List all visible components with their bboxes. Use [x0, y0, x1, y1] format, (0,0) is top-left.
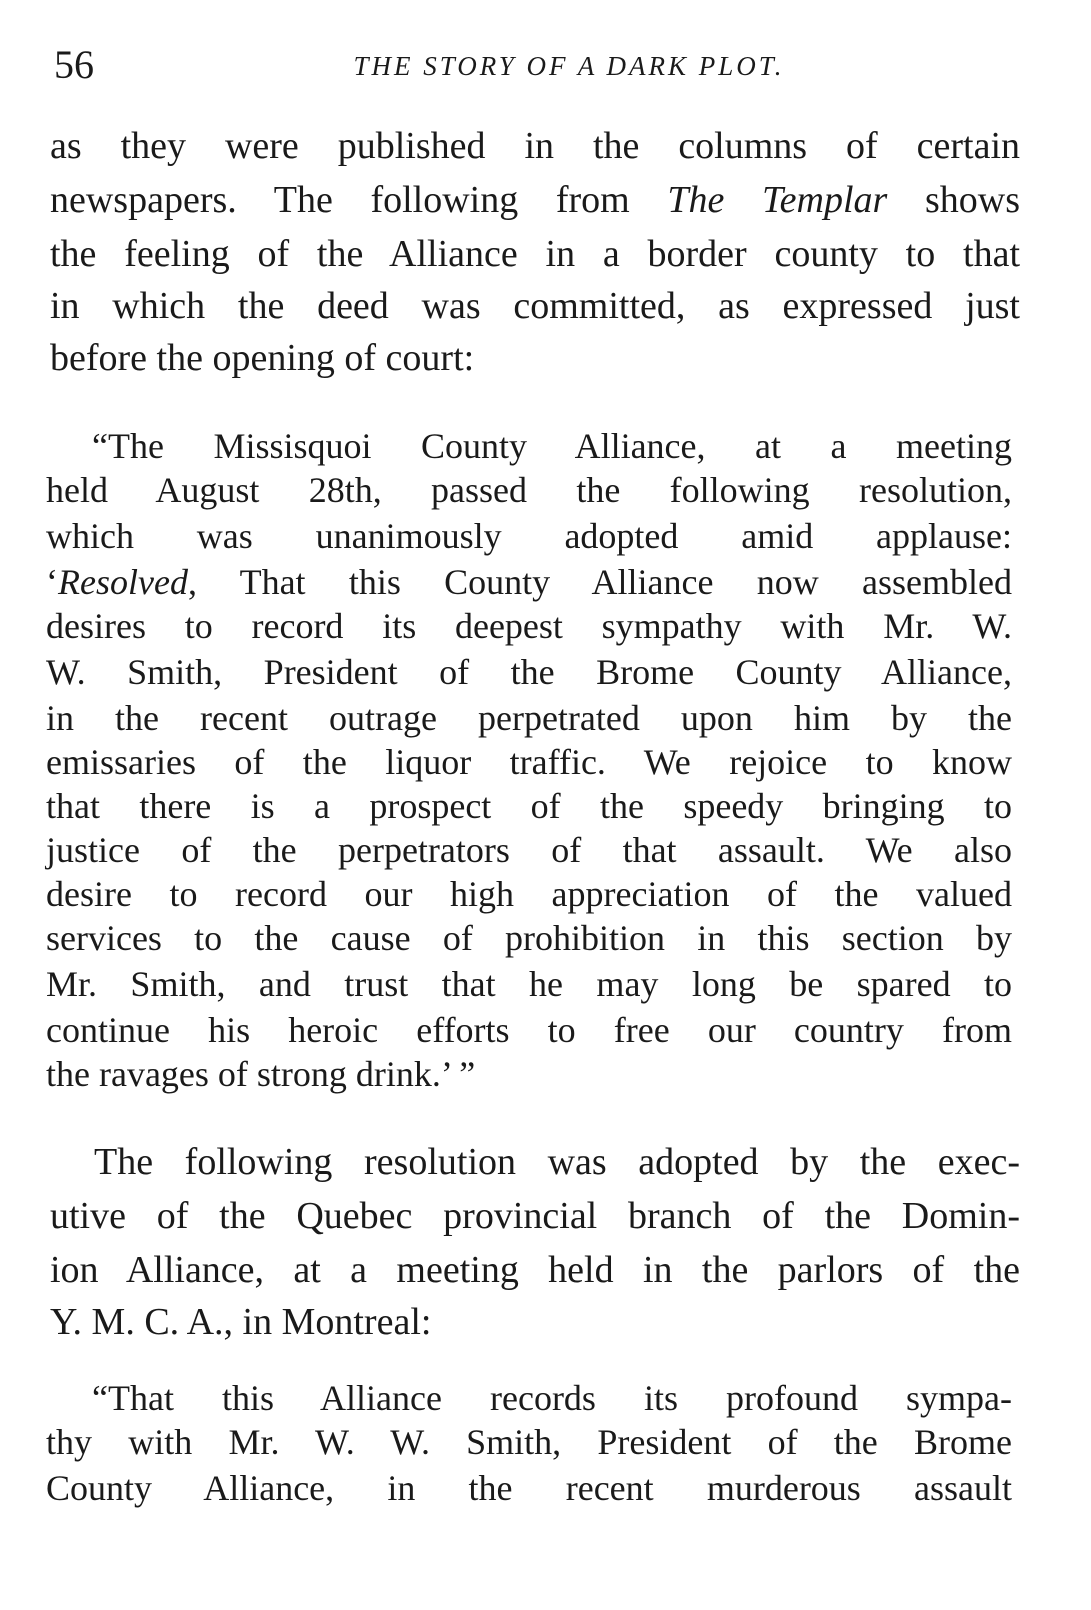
quote-line: desire to record our high appreciation of the valued — [46, 874, 1012, 914]
text-line: in which the deed was committed, as expressed just — [50, 285, 1020, 327]
quote-line: that there is a prospect of the speedy bringing to — [46, 786, 1012, 826]
text-line: the feeling of the Alliance in a border county to that — [50, 233, 1020, 275]
quote-line: W. Smith, President of the Brome County Alliance, — [46, 652, 1012, 692]
running-title: THE STORY OF A DARK PLOT. — [353, 51, 785, 81]
quote-line: services to the cause of prohibition in this section by — [46, 918, 1012, 958]
quote-line: in the recent outrage perpetrated upon him by the — [46, 698, 1012, 738]
quote-line: desires to record its deepest sympathy with Mr. W. — [46, 606, 1012, 646]
quote-line: “The Missisquoi County Alliance, at a meeting — [92, 426, 1012, 466]
text-line: as they were published in the columns of certain — [50, 125, 1020, 167]
quote-line: emissaries of the liquor traffic. We rejoice to know — [46, 742, 1012, 782]
quote-line: Mr. Smith, and trust that he may long be spared to — [46, 964, 1012, 1004]
page-number: 56 — [54, 42, 94, 87]
text-line: ion Alliance, at a meeting held in the parlors of the — [50, 1249, 1020, 1291]
quote-line-content: ‘Resolved, That this County Alliance now assembled — [46, 562, 1012, 602]
text-line-content: newspapers. The following from The Templar shows — [50, 179, 1020, 221]
text-line: utive of the Quebec provincial branch of the Domin- — [50, 1195, 1020, 1237]
quote-line — [46, 560, 1012, 604]
text-line: The following resolution was adopted by the exec- — [94, 1141, 1020, 1183]
italic-phrase: Resolved — [58, 562, 188, 602]
quote-line: County Alliance, in the recent murderous assault — [46, 1468, 1012, 1508]
quote-line: “That this Alliance records its profound sympa- — [92, 1378, 1012, 1418]
text-line: Y. M. C. A., in Montreal: — [50, 1301, 432, 1343]
text-line: before the opening of court: — [50, 337, 475, 379]
quote-line: held August 28th, passed the following resolution, — [46, 470, 1012, 510]
quote-line: thy with Mr. W. W. Smith, President of the Brome — [46, 1422, 1012, 1462]
text-line — [50, 178, 1020, 222]
italic-phrase: The Templar — [667, 179, 888, 221]
quote-line: continue his heroic efforts to free our country from — [46, 1010, 1012, 1050]
quote-line: justice of the perpetrators of that assault. We also — [46, 830, 1012, 870]
quote-line: which was unanimously adopted amid applause: — [46, 516, 1012, 556]
page-header — [54, 40, 1044, 90]
quote-line: the ravages of strong drink.’ ” — [46, 1054, 476, 1094]
